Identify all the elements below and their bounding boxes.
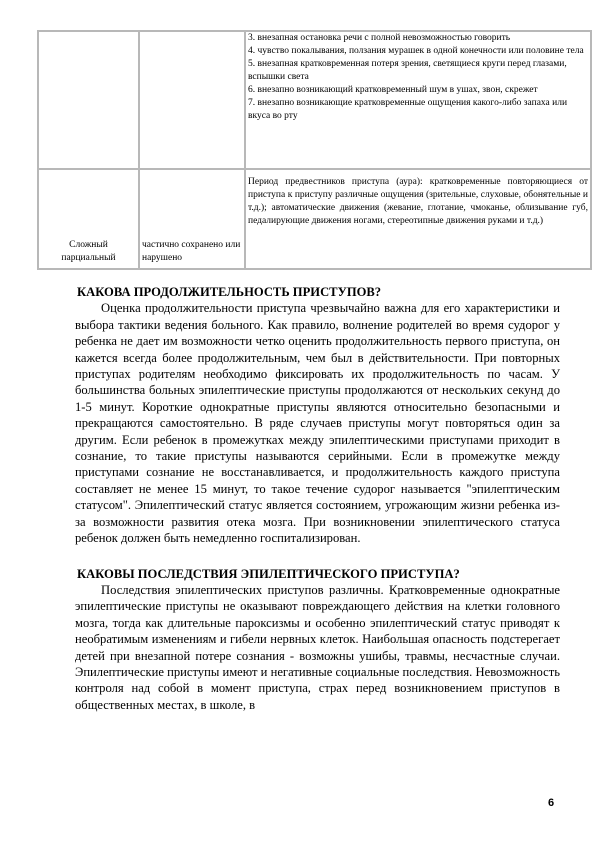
table-cell-consciousness: частично сохранено или нарушено	[139, 169, 245, 269]
table-cell-type: Сложный парциальный	[38, 169, 139, 269]
section-heading: КАКОВА ПРОДОЛЖИТЕЛЬНОСТЬ ПРИСТУПОВ?	[77, 285, 382, 299]
section-paragraph: Оценка продолжительности приступа чрезвычайно важна для его характеристики и выбора тактики ведения больного. Как правило, волнение родителей во время судорог у ребенка не дает им возможности четко оценить продолжительность первого приступа, он кажется всегда более продолжительным, чем был в действительности. При повторных приступах родителям необходимо фиксировать их продолжительность по часам. У большинства больных эпилептические приступы продолжаются от нескольких секунд до 1-5 минут. Короткие однократные приступы являются относительно безопасными и прекращаются самостоятельно. В ряде случаев приступы могут повторяться один за другим. Если ребенок в промежутках между эпилептическими приступами приходит в сознание, то такие приступы называются серийными. Если в промежутке между приступами сознание не восстанавливается, и продолжительность каждого приступа составляет не менее 15 минут, то такое течение судорог называется "эпилептическим статусом". Эпилептический статус является состоянием, угрожающим жизни ребенка из-за возможности развития отека мозга. При возникновении эпилептического статуса ребенок должен быть немедленно госпитализирован.	[75, 301, 560, 546]
seizure-table	[37, 30, 592, 270]
article-body	[75, 284, 560, 713]
symptom-item: 5. внезапная кратковременная потеря зрения, светящиеся круги перед глазами, вспышки света	[248, 59, 567, 82]
table-cell-description: Период предвестников приступа (аура): кратковременные повторяющиеся от приступа к приступу различные ощущения (зрительные, слуховые, обонятельные и т.д.); автоматические движения (жевание, глотание, чмоканье, облизывание губ, педалирующие движения ногами, стереотипные движения руками и т.д.)	[245, 169, 591, 269]
table-cell-symptoms	[245, 31, 591, 169]
table-cell-type	[38, 31, 139, 169]
symptom-item: 7. внезапно возникающие кратковременные ощущения какого-либо запаха или вкуса во рту	[248, 98, 568, 121]
symptom-item: 3. внезапная остановка речи с полной невозможностью говорить	[248, 33, 511, 43]
symptom-item: 6. внезапно возникающий кратковременный шум в ушах, звон, скрежет	[248, 85, 538, 95]
table-row	[38, 31, 591, 169]
page-number: 6	[548, 797, 555, 809]
section-paragraph: Последствия эпилептических приступов различны. Кратковременные однократные эпилептические приступы не оказывают повреждающего действия на клетки головного мозга, тогда как длительные пароксизмы и особенно эпилептический статус приводят к необратимым изменениям и гибели нервных клеток. Наибольшая опасность подстерегает детей при внезапной потере сознания - возможны ушибы, травмы, несчастные случаи. Эпилептические приступы имеют и негативные социальные последствия. Невозможность контроля над собой в момент приступа, страх перед возникновением приступов в общественных местах, в школе, в	[75, 582, 560, 712]
section-heading: КАКОВЫ ПОСЛЕДСТВИЯ ЭПИЛЕПТИЧЕСКОГО ПРИСТУПА?	[77, 566, 460, 581]
table-cell-consciousness	[139, 31, 245, 169]
table-row	[38, 169, 591, 269]
symptom-item: 4. чувство покалывания, ползания мурашек в одной конечности или половине тела	[248, 46, 584, 56]
